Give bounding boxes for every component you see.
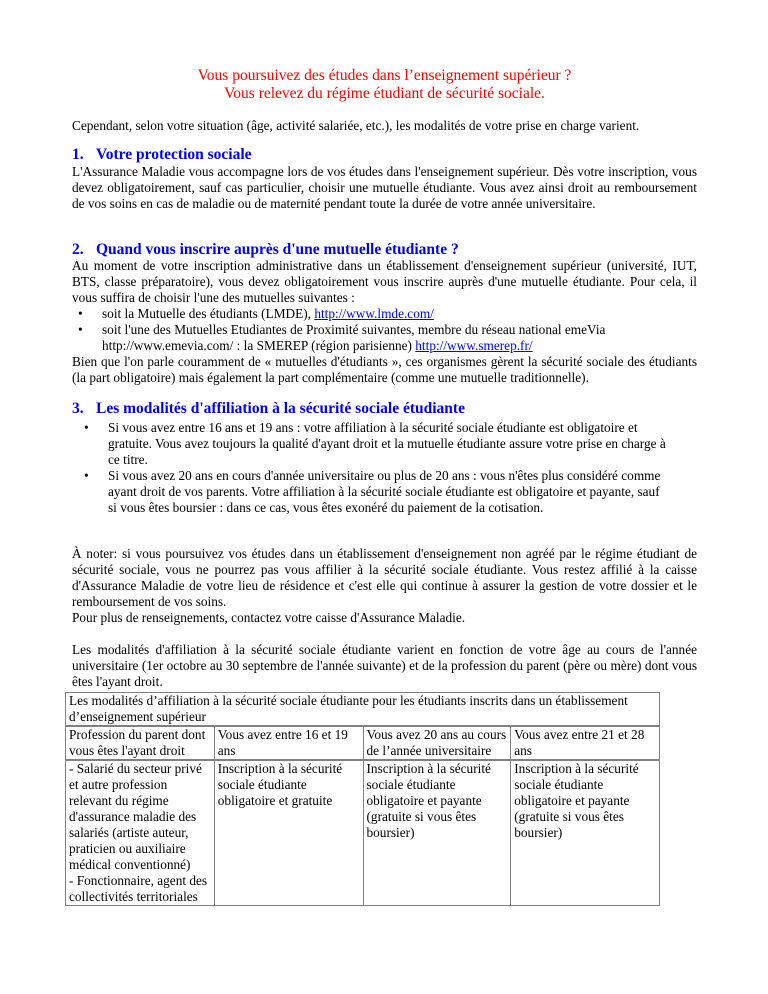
table-cell-age-16-19: Inscription à la sécurité sociale étudiante obligatoire et gratuite bbox=[214, 760, 363, 906]
table-row bbox=[66, 760, 660, 906]
list-item bbox=[84, 420, 668, 468]
closing-paragraph: Les modalités d'affiliation à la sécurité sociale étudiante varient en fonction de votre âge au cours de l'année universitaire (1er octobre au 30 septembre de l'année suivante) et de la profession du parent (père ou mère) dont vous êtes l'ayant droit. bbox=[72, 642, 697, 689]
affiliation-list bbox=[84, 420, 668, 516]
table-header-row bbox=[66, 726, 660, 760]
table-header-cell: Vous avez 20 ans au cours de l’année universitaire bbox=[363, 726, 511, 760]
table-cell-age-21-28: Inscription à la sécurité sociale étudiante obligatoire et payante (gratuite si vous êtes boursier) bbox=[511, 760, 660, 906]
intro-paragraph: Cependant, selon votre situation (âge, activité salariée, etc.), les modalités de votre prise en charge varient. bbox=[72, 118, 640, 133]
section-1-title: Votre protection sociale bbox=[96, 146, 252, 163]
section-2-body: Au moment de votre inscription administrative dans un établissement d'enseignement supérieur (université, IUT, BTS, classe préparatoire), vous devez obligatoirement vous inscrire auprès d'une mutuelle étudiante. Pour cela, il vous suffira de choisir l'une des mutuelles suivantes : bbox=[72, 258, 697, 305]
profession-line: - Fonctionnaire, agent des collectivités territoriales bbox=[69, 873, 208, 904]
list-item-text: soit l'une des Mutuelles Etudiantes de Proximité suivantes, membre du réseau national emeVia http://www.emevia.com/ : la SMEREP (région parisienne) bbox=[102, 322, 606, 353]
table-header-cell: Vous avez entre 21 et 28 ans bbox=[511, 726, 660, 760]
table-caption: Les modalités d’affiliation à la sécurité sociale étudiante pour les étudiants inscrits dans un établissement d’enseignement supérieur bbox=[66, 693, 660, 727]
lmde-link[interactable]: http://www.lmde.com/ bbox=[314, 306, 434, 321]
document-title bbox=[72, 67, 697, 103]
section-1-heading bbox=[72, 146, 252, 164]
bullet-icon: • bbox=[78, 306, 83, 321]
section-2-title: Quand vous inscrire auprès d'une mutuelle étudiante ? bbox=[96, 241, 459, 258]
section-2-heading bbox=[72, 241, 459, 259]
title-line-1: Vous poursuivez des études dans l’enseignement supérieur ? bbox=[197, 67, 572, 84]
list-item-text: Si vous avez 20 ans en cours d'année universitaire ou plus de 20 ans : vous n'êtes plus considéré comme ayant droit de vos parents. Votre affiliation à la sécurité sociale étudiante est obligatoire et payante, sauf si vous êtes boursier : dans ce cas, vous êtes exonéré du paiement de la cotisation. bbox=[108, 468, 661, 515]
list-item-text: Si vous avez entre 16 ans et 19 ans : votre affiliation à la sécurité sociale étudiante est obligatoire et gratuite. Vous avez toujours la qualité d'ayant droit et la mutuelle étudiante assure votre prise en charge à ce titre. bbox=[108, 420, 666, 467]
table-cell-profession bbox=[66, 760, 215, 906]
smerep-link[interactable]: http://www.smerep.fr/ bbox=[415, 338, 533, 353]
contact-paragraph: Pour plus de renseignements, contactez votre caisse d'Assurance Maladie. bbox=[72, 610, 466, 625]
bullet-icon: • bbox=[84, 420, 89, 435]
section-3-title: Les modalités d'affiliation à la sécurité sociale étudiante bbox=[96, 400, 465, 417]
list-item bbox=[84, 468, 668, 516]
bullet-icon: • bbox=[78, 322, 83, 337]
profession-line: - Salarié du secteur privé et autre profession relevant du régime d'assurance maladie des salariés (artiste auteur, praticien ou auxiliaire médical conventionné) bbox=[69, 761, 202, 872]
list-item bbox=[78, 322, 697, 354]
bullet-icon: • bbox=[84, 468, 89, 483]
title-line-2: Vous relevez du régime étudiant de sécurité sociale. bbox=[224, 85, 545, 102]
list-item bbox=[78, 306, 697, 322]
table-cell-age-20: Inscription à la sécurité sociale étudiante obligatoire et payante (gratuite si vous êtes boursier) bbox=[363, 760, 511, 906]
section-1-body: L'Assurance Maladie vous accompagne lors de vos études dans l'enseignement supérieur. Dès votre inscription, vous devez obligatoirement, sauf cas particulier, choisir une mutuelle étudiante. Vous avez ainsi droit au remboursement de vos soins en cas de maladie ou de maternité pendant toute la durée de votre année universitaire. bbox=[72, 164, 697, 211]
note-paragraph: À noter: si vous poursuivez vos études dans un établissement d'enseignement non agréé par le régime étudiant de sécurité sociale, vous ne pourrez pas vous affilier à la sécurité sociale étudiante. Vous restez affilié à la caisse d'Assurance Maladie de votre lieu de résidence et c'est elle qui continue à assurer la gestion de votre dossier et le remboursement de vos soins. bbox=[72, 546, 697, 609]
section-2-after: Bien que l'on parle couramment de « mutuelles d'étudiants », ces organismes gèrent la sécurité sociale des étudiants (la part obligatoire) mais également la part complémentaire (comme une mutuelle traditionnelle). bbox=[72, 354, 697, 385]
affiliation-table bbox=[65, 692, 660, 906]
table-caption-row bbox=[66, 693, 660, 727]
mutuelle-list bbox=[78, 306, 697, 354]
list-item-text: soit la Mutuelle des étudiants (LMDE), bbox=[102, 306, 315, 321]
section-1-number: 1. bbox=[72, 146, 84, 163]
table-header-cell: Profession du parent dont vous êtes l'ayant droit bbox=[66, 726, 215, 760]
section-3-heading bbox=[72, 400, 465, 418]
table-header-cell: Vous avez entre 16 et 19 ans bbox=[214, 726, 363, 760]
section-2-number: 2. bbox=[72, 241, 84, 258]
section-3-number: 3. bbox=[72, 400, 84, 417]
